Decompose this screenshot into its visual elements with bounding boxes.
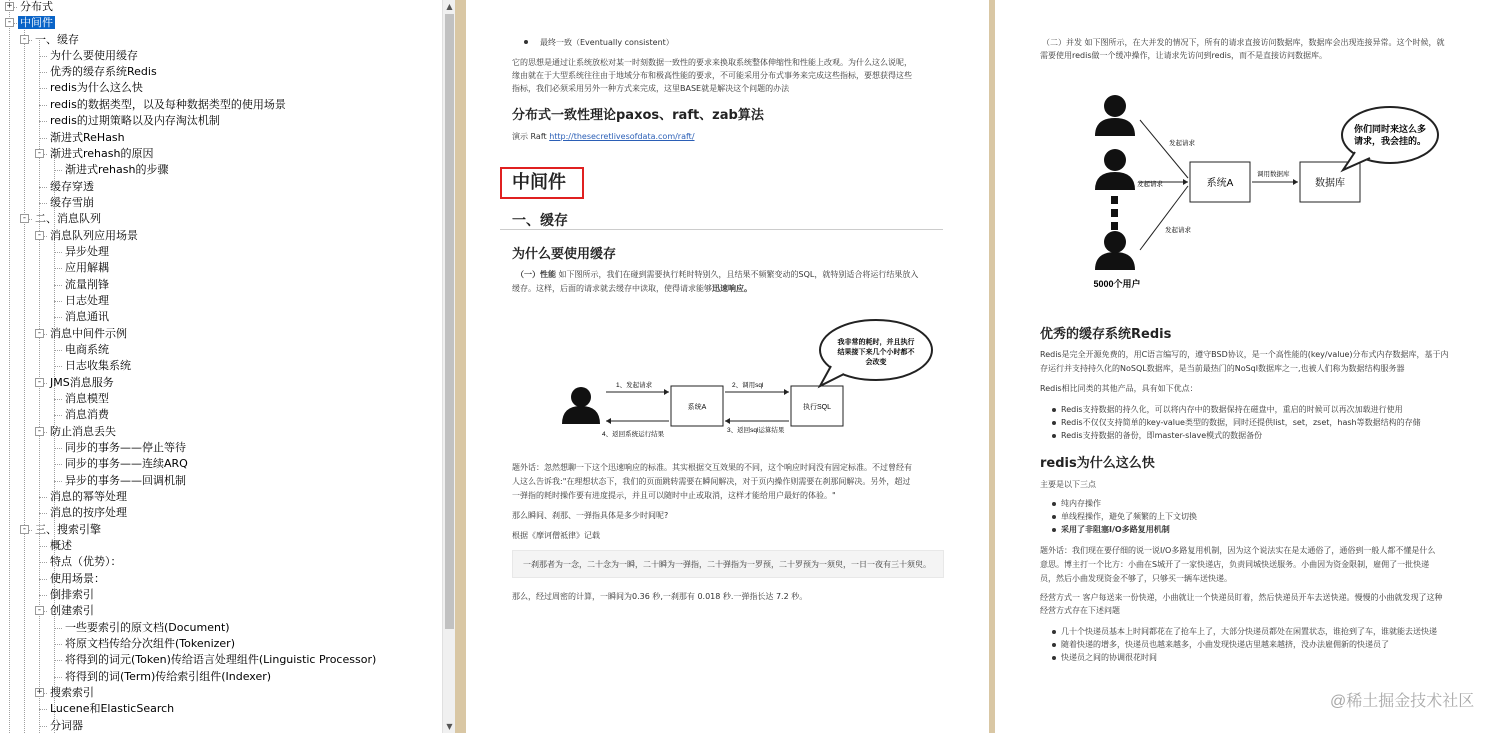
heading-consensus: 分布式一致性理论paxos、raft、zab算法: [512, 108, 764, 123]
tree-node[interactable]: [33, 522, 103, 538]
collapse-icon[interactable]: -: [36, 377, 43, 387]
tree-node-label[interactable]: 一、缓存: [35, 33, 79, 46]
document-page-2: [995, 0, 1512, 733]
tree-node[interactable]: [48, 130, 127, 146]
tree-connector: [39, 595, 47, 596]
quote-block: [512, 550, 944, 578]
tree-connector: [54, 317, 62, 318]
tree-node-label[interactable]: 日志收集系统: [65, 359, 131, 372]
tree-node[interactable]: [63, 358, 133, 374]
collapse-icon[interactable]: -: [21, 213, 28, 223]
tree-node-label[interactable]: 概述: [50, 539, 72, 552]
tree-node[interactable]: [48, 375, 116, 391]
para-base-line: 它的思想是通过让系统放松对某一时刻数据一致性的要求来换取系统整体伸缩性和性能上改观。为什么这么说呢，: [512, 58, 912, 67]
bullet-icon: [1052, 528, 1056, 532]
tree-node-label[interactable]: redis为什么这么快: [50, 81, 143, 94]
tree-node[interactable]: [48, 97, 288, 113]
bubble-line: 会改变: [865, 359, 887, 366]
tree-node-label[interactable]: 消息模型: [65, 392, 109, 405]
tree-node[interactable]: [48, 603, 96, 619]
tree-connector: [39, 562, 47, 563]
fast-item: 纯内存操作: [1061, 499, 1101, 508]
tree-connector: [54, 285, 62, 286]
diag-request-label: 发起请求: [1165, 227, 1191, 234]
tree-node-label[interactable]: 流量削锋: [65, 278, 109, 291]
tree-connector: [54, 268, 62, 269]
way1-line: 经营方式存在下述问题: [1040, 606, 1120, 615]
heading-middleware: 中间件: [512, 172, 566, 193]
tree-connector: [54, 252, 62, 253]
tree-node[interactable]: [63, 309, 111, 325]
tree-node-label[interactable]: 将原文档传给分次组件(Tokenizer): [65, 637, 235, 650]
tree-node[interactable]: [48, 146, 155, 162]
tree-node-label[interactable]: 消息中间件示例: [50, 327, 127, 340]
tree-node[interactable]: [48, 538, 74, 554]
tree-node[interactable]: [63, 473, 188, 489]
tree-connector: [54, 170, 62, 171]
tree-connector: [39, 546, 47, 547]
tree-node[interactable]: [63, 244, 111, 260]
tree-node[interactable]: [63, 636, 237, 652]
demo-prefix: 演示 Raft: [512, 132, 550, 141]
tree-node[interactable]: [63, 407, 111, 423]
collapse-icon[interactable]: -: [21, 524, 28, 534]
tree-connector: [39, 105, 47, 106]
aside-line: 题外话：忽然想聊一下这个迅速响应的标准。其实根据交互效果的不同，这个响应时间没有固定标准。不过曾经有: [512, 463, 912, 472]
perf-text-2b: 迅速响应。: [712, 284, 752, 293]
tree-node[interactable]: [48, 685, 96, 701]
tree-node-label[interactable]: 缓存雪崩: [50, 196, 94, 209]
tree-node-label[interactable]: 消息通讯: [65, 310, 109, 323]
redis-line: 存运行并支持持久化的NoSQL数据库，是当前最热门的NoSql数据库之一,也被人们称为数据结构服务器: [1040, 364, 1405, 373]
tree-node-label[interactable]: 中间件: [20, 16, 53, 29]
tree-node-label[interactable]: 将得到的词元(Token)传给语言处理组件(Linguistic Processor): [65, 653, 377, 666]
tree-connector: [24, 23, 25, 733]
calc-line: 那么，经过周密的计算，一瞬间为0.36 秒,一刹那有 0.018 秒.一弹指长达 7.2 秒。: [512, 592, 808, 601]
tree-connector: [54, 399, 62, 400]
tree-node[interactable]: [48, 64, 159, 80]
tree-connector: [54, 660, 62, 661]
tree-node[interactable]: [18, 15, 55, 31]
user-icon: [1095, 231, 1135, 270]
expand-icon[interactable]: +: [6, 1, 13, 11]
tree-connector: [9, 0, 10, 733]
tree-node-label[interactable]: 渐进式rehash的步骤: [65, 163, 169, 176]
watermark: @稀土掘金技术社区: [1330, 693, 1475, 710]
bullet-icon: [1052, 434, 1056, 438]
perf-label: （一）性能: [516, 270, 556, 279]
bullet-eventual: 最终一致（Eventually consistent）: [540, 38, 674, 47]
tree-connector: [39, 138, 47, 139]
redis-line: Redis相比同类的其他产品，具有如下优点：: [1040, 384, 1198, 393]
user-icon: [1095, 149, 1135, 190]
question-source: 根据《摩诃僧祗律》记载: [512, 531, 600, 540]
tree-node[interactable]: [48, 505, 129, 521]
bubble-line: 结果接下来几个小时都不: [837, 349, 915, 356]
tree-node-label[interactable]: 分布式: [20, 0, 53, 13]
way1-line: 经营方式一 客户每送来一份快递，小曲就让一个快递员盯着，然后快递员开车去送快递。慢慢的小曲就发现了这种: [1040, 593, 1443, 602]
tree-node-label[interactable]: 应用解耦: [65, 261, 109, 274]
diag-return-sys-label: 4、返回系统运行结果: [602, 431, 665, 438]
io-line: 员，然后小曲发现资金不够了，只够买一辆车送快递。: [1040, 574, 1232, 583]
tree-node-label[interactable]: 渐进式rehash的原因: [50, 147, 154, 160]
tree-node-label[interactable]: 同步的事务——停止等待: [65, 441, 186, 454]
tree-node-label[interactable]: 消息队列应用场景: [50, 229, 138, 242]
tree-node[interactable]: [48, 80, 145, 96]
perf-line-2: [512, 282, 752, 295]
perf-text-2a: 缓存。这样，后面的请求就去缓存中读取，使得请求能够: [512, 284, 712, 293]
fast-intro: 主要是以下三点: [1040, 480, 1096, 489]
tree-node[interactable]: [48, 489, 129, 505]
diag-callsql-label: 2、调用sql: [732, 382, 764, 389]
fast-item: 单线程操作，避免了频繁的上下文切换: [1061, 512, 1197, 521]
bullet-icon: [524, 40, 528, 44]
scroll-down-icon[interactable]: ▼: [446, 722, 453, 731]
tree-node-label[interactable]: 二、消息队列: [35, 212, 101, 225]
tree-connector: [54, 464, 62, 465]
tree-node-label[interactable]: 异步的事务——回调机制: [65, 474, 186, 487]
tree-node-label[interactable]: 异步处理: [65, 245, 109, 258]
tree-node[interactable]: [63, 456, 190, 472]
concurrency-line: （二）并发 如下图所示，在大并发的情况下，所有的请求直接访问数据库，数据库会出现连接异常。这个时候，就: [1042, 38, 1445, 47]
tree-node-label[interactable]: 防止消息丢失: [50, 425, 116, 438]
tree-node-label[interactable]: redis的数据类型，以及每种数据类型的使用场景: [50, 98, 286, 111]
diag-calldb-label: 调用数据库: [1257, 171, 1290, 178]
tree-node[interactable]: [48, 48, 140, 64]
heading-why-cache: 为什么要使用缓存: [512, 247, 617, 262]
tree-connector: [54, 644, 62, 645]
bullet-icon: [1052, 643, 1056, 647]
bullet-icon: [1052, 421, 1056, 425]
collapse-icon[interactable]: -: [36, 605, 43, 615]
tree-connector: [39, 72, 47, 73]
tree-node[interactable]: [63, 342, 111, 358]
tree-connector: [39, 56, 47, 57]
io-line: 题外话：我们现在要仔细的说一说I/O多路复用机制，因为这个说法实在是太通俗了，通俗到一般人都不懂是什么: [1040, 546, 1436, 555]
tree-node[interactable]: [63, 620, 232, 636]
diag-request-label: 发起请求: [1137, 181, 1163, 188]
system-a-label: 系统A: [1206, 178, 1234, 189]
question-time: 那么瞬间、刹那、一弹指具体是多少时间呢?: [512, 511, 669, 520]
exec-sql-label: 执行SQL: [802, 404, 832, 411]
tree-node-label[interactable]: 为什么要使用缓存: [50, 49, 138, 62]
tree-connector: [39, 88, 47, 89]
tree-node[interactable]: [48, 195, 96, 211]
heading-cache: 一、缓存: [512, 213, 568, 229]
tree-node-label[interactable]: 将得到的词(Term)传给索引组件(Indexer): [65, 670, 272, 683]
advantage-item: Redis支持数据的备份，即master-slave模式的数据备份: [1061, 431, 1263, 440]
tree-connector: [39, 203, 47, 204]
perf-line-1: [516, 268, 918, 281]
tree-connector: [39, 187, 47, 188]
raft-demo-link[interactable]: http://thesecretlivesofdata.com/raft/: [549, 132, 695, 141]
problem-item: 快递员之间的协调很花时间: [1061, 653, 1157, 662]
tree-node[interactable]: [18, 0, 55, 15]
bullet-icon: [1052, 630, 1056, 634]
bubble-line: 请求，我会挂的。: [1353, 136, 1427, 146]
tree-node-label[interactable]: 优秀的缓存系统Redis: [50, 65, 157, 78]
tree-node-label[interactable]: 消息消费: [65, 408, 109, 421]
expand-icon[interactable]: +: [36, 687, 43, 697]
fast-item: 采用了非阻塞I/O多路复用机制: [1061, 525, 1170, 534]
tree-node[interactable]: [48, 424, 118, 440]
bubble-line: 我非常的耗时，并且执行: [837, 339, 915, 346]
document-page-1: [466, 0, 989, 733]
tree-connector: [39, 709, 47, 710]
tree-node[interactable]: [48, 228, 140, 244]
collapse-icon[interactable]: -: [36, 230, 43, 240]
tree-node-label[interactable]: 电商系统: [65, 343, 109, 356]
tree-connector: [54, 350, 62, 351]
tree-scrollbar[interactable]: [442, 0, 455, 733]
para-base-line: 指标，我们必须采用另外一种方式来完成，这里BASE就是解决这个问题的办法: [512, 84, 790, 93]
tree-connector: [54, 301, 62, 302]
tree-node-label[interactable]: 缓存穿透: [50, 180, 94, 193]
advantage-item: Redis支持数据的持久化，可以将内存中的数据保持在磁盘中，重启的时候可以再次加载进行使用: [1061, 405, 1403, 414]
tree-node[interactable]: [63, 440, 188, 456]
problem-item: 几十个快递员基本上时间都花在了抢车上了，大部分快递员都处在闲置状态，谁抢到了车，谁就能去送快递: [1061, 627, 1437, 636]
tree-connector: [54, 448, 62, 449]
divider: [500, 229, 943, 230]
collapse-icon[interactable]: -: [36, 426, 43, 436]
tree-node-label[interactable]: 分词器: [50, 719, 83, 732]
user-icon: [1095, 95, 1135, 136]
tree-node-label[interactable]: 搜索索引: [50, 686, 94, 699]
database-label: 数据库: [1315, 178, 1345, 189]
scroll-up-icon[interactable]: ▲: [446, 2, 453, 11]
redis-line: Redis是完全开源免费的，用C语言编写的，遵守BSD协议，是一个高性能的(key/value)分布式内存数据库，基于内: [1040, 350, 1449, 359]
tree-connector: [54, 415, 62, 416]
bullet-icon: [1052, 408, 1056, 412]
tree-node[interactable]: [48, 113, 222, 129]
system-a-label: 系统A: [687, 404, 707, 411]
tree-node-label[interactable]: JMS消息服务: [50, 376, 114, 389]
tree-connector: [39, 497, 47, 498]
collapse-icon[interactable]: -: [36, 148, 43, 158]
perf-text-1: 如下图所示，我们在碰到需要执行耗时特别久，且结果不频繁变动的SQL，就特别适合将运行结果放入: [556, 270, 919, 279]
bubble-line: 你们同时来这么多: [1353, 124, 1427, 134]
tree-node-label[interactable]: redis的过期策略以及内存淘汰机制: [50, 114, 220, 127]
demo-line: [512, 130, 695, 143]
tree-node[interactable]: [63, 652, 378, 668]
tree-connector: [54, 677, 62, 678]
tree-connector: [39, 579, 47, 580]
tree-connector: [54, 366, 62, 367]
collapse-icon[interactable]: -: [6, 17, 13, 27]
tree-node[interactable]: [33, 32, 81, 48]
tree-connector: [39, 513, 47, 514]
tree-connector: [54, 481, 62, 482]
concurrency-line: 需要使用redis做一个缓冲操作，让请求先访问到redis，而不是直接访问数据库。: [1040, 51, 1328, 60]
heading-redis-fast: redis为什么这么快: [1040, 456, 1155, 471]
tree-node-label[interactable]: 同步的事务——连续ARQ: [65, 457, 188, 470]
tree-node-label[interactable]: 三、搜索引擎: [35, 523, 101, 536]
tree-node-label[interactable]: 使用场景：: [50, 572, 105, 585]
cache-performance-diagram: [546, 314, 966, 454]
tree-node[interactable]: [48, 554, 124, 570]
tree-node-label[interactable]: 创建索引: [50, 604, 94, 617]
aside-line: 一弹指的耗时操作要有进度提示，并且可以随时中止或取消，这样才能给用户最好的体验。": [512, 491, 836, 500]
diag-request-label: 发起请求: [1169, 140, 1195, 147]
tree-node[interactable]: [63, 669, 273, 685]
bullet-icon: [1052, 515, 1056, 519]
tree-node[interactable]: [48, 701, 176, 717]
collapse-icon[interactable]: -: [21, 34, 28, 44]
tree-node[interactable]: [63, 260, 111, 276]
diag-return-sql-label: 3、返回sql运算结果: [727, 427, 785, 434]
tree-connector: [39, 121, 47, 122]
problem-item: 随着快递的增多，快递员也越来越多，小曲发现快递店里越来越挤，没办法雇佣新的快递员了: [1061, 640, 1389, 649]
concurrency-diagram: [1085, 90, 1465, 295]
tree-node-label[interactable]: 特点（优势）：: [50, 555, 122, 568]
tree-node[interactable]: [63, 277, 111, 293]
para-base-line: 缘由就在于大型系统往往由于地域分布和极高性能的要求，不可能采用分布式事务来完成这些指标，要想获得这些: [512, 71, 912, 80]
tree-node[interactable]: [63, 162, 170, 178]
user-icon: [562, 387, 600, 424]
tree-node[interactable]: [48, 718, 85, 733]
diag-request-label: 1、发起请求: [616, 382, 653, 389]
tree-node[interactable]: [48, 571, 107, 587]
tree-connector: [39, 726, 47, 727]
tree-node[interactable]: [33, 211, 103, 227]
tree-node[interactable]: [63, 293, 111, 309]
bullet-icon: [1052, 502, 1056, 506]
scrollbar-thumb[interactable]: [445, 14, 454, 629]
io-line: 意思。博主打一个比方：小曲在S城开了一家快递店，负责同城快送服务。小曲因为资金限制，雇佣了一批快递: [1040, 560, 1430, 569]
tree-node-label[interactable]: 日志处理: [65, 294, 109, 307]
tree-node-label[interactable]: 消息的幂等处理: [50, 490, 127, 503]
users-label: 5000个用户: [1093, 279, 1141, 289]
tree-node-label[interactable]: 消息的按序处理: [50, 506, 127, 519]
quote-text: 一刹那者为一念，二十念为一瞬，二十瞬为一弹指，二十弹指为一罗预，二十罗预为一须臾，一日一夜有三十须臾。: [523, 560, 931, 569]
tree-connector: [54, 628, 62, 629]
bookmark-tree[interactable]: [0, 0, 442, 733]
tree-node-label[interactable]: 渐进式ReHash: [50, 131, 125, 144]
tree-node[interactable]: [63, 391, 111, 407]
tree-node-label[interactable]: 倒排索引: [50, 588, 94, 601]
advantage-item: Redis不仅仅支持简单的key-value类型的数据，同时还提供list，set，zset，hash等数据结构的存储: [1061, 418, 1421, 427]
bullet-icon: [1052, 656, 1056, 660]
heading-redis: 优秀的缓存系统Redis: [1040, 327, 1172, 342]
tree-node[interactable]: [48, 179, 96, 195]
tree-node-label[interactable]: Lucene和ElasticSearch: [50, 702, 175, 715]
tree-node[interactable]: [48, 326, 129, 342]
aside-line: 人这么告诉我:"在理想状态下，我们的页面跳转需要在瞬间解决，对于页内操作则需要在刹那间解决。另外，超过: [512, 477, 911, 486]
tree-node-label[interactable]: 一些要索引的原文档(Document): [65, 621, 230, 634]
collapse-icon[interactable]: -: [36, 328, 43, 338]
tree-node[interactable]: [48, 587, 96, 603]
